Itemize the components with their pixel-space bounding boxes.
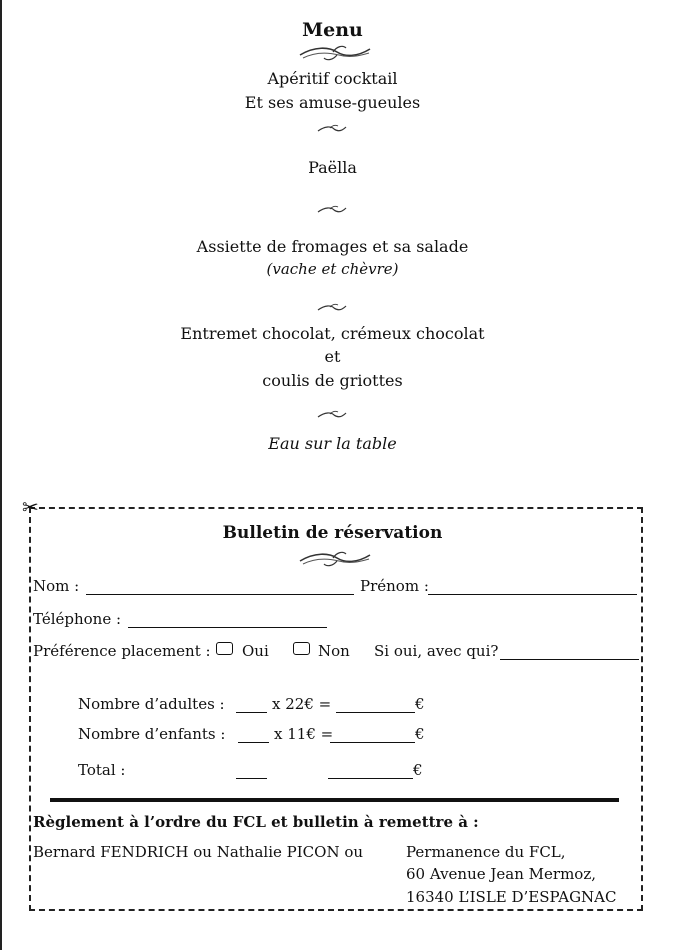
telephone-field[interactable] [128,627,327,628]
preference-label: Préférence placement : [33,642,211,660]
flourish-ornament-icon [297,549,373,569]
children-amount-field[interactable] [330,742,415,743]
children-euro: € [415,725,425,743]
adults-price: x 22€ = [272,695,332,713]
with-whom-label: Si oui, avec qui? [374,642,499,660]
menu-title: Menu [302,19,363,41]
course-amuse-gueules: Et ses amuse-gueules [244,93,421,112]
form-title: Bulletin de réservation [222,523,443,543]
total-count-field[interactable] [236,778,267,779]
payment-contacts: Bernard FENDRICH ou Nathalie PICON ou [33,843,364,861]
nom-field[interactable] [86,594,354,595]
address-line-1: Permanence du FCL, [406,843,566,861]
nom-label: Nom : [33,577,80,595]
total-euro: € [413,761,423,779]
drink-water: Eau sur la table [268,434,397,453]
with-whom-field[interactable] [500,659,639,660]
course-dessert-coulis: coulis de griottes [262,371,403,390]
adults-amount-field[interactable] [336,712,415,713]
page-left-border [0,0,2,950]
children-label: Nombre d’enfants : [78,725,226,743]
address-line-3: 16340 L’ISLE D’ESPAGNAC [406,888,617,906]
adults-count-field[interactable] [236,712,267,713]
checkbox-non[interactable] [293,642,310,655]
small-flourish-icon [316,409,348,421]
checkbox-oui[interactable] [216,642,233,655]
separator-bar [50,798,619,802]
course-dessert: Entremet chocolat, crémeux chocolat [180,324,485,343]
small-flourish-icon [316,204,348,216]
oui-label: Oui [242,642,269,660]
total-label: Total : [78,761,126,779]
scissors-icon: ✂ [22,495,39,519]
address-line-2: 60 Avenue Jean Mermoz, [406,865,596,883]
course-cheese-detail: (vache et chèvre) [266,260,399,278]
adults-euro: € [415,695,425,713]
course-aperitif: Apéritif cocktail [267,69,398,88]
children-price: x 11€ = [274,725,334,743]
total-amount-field[interactable] [328,778,413,779]
payment-title: Règlement à l’ordre du FCL et bulletin à remettre à : [33,813,479,831]
adults-label: Nombre d’adultes : [78,695,225,713]
small-flourish-icon [316,302,348,314]
course-dessert-and: et [324,347,341,366]
telephone-label: Téléphone : [33,610,122,628]
course-paella: Paëlla [308,158,357,177]
prenom-label: Prénom : [360,577,429,595]
children-count-field[interactable] [238,742,269,743]
flourish-ornament-icon [297,43,373,63]
course-cheese: Assiette de fromages et sa salade [196,237,469,256]
non-label: Non [318,642,350,660]
small-flourish-icon [316,123,348,135]
prenom-field[interactable] [428,594,637,595]
